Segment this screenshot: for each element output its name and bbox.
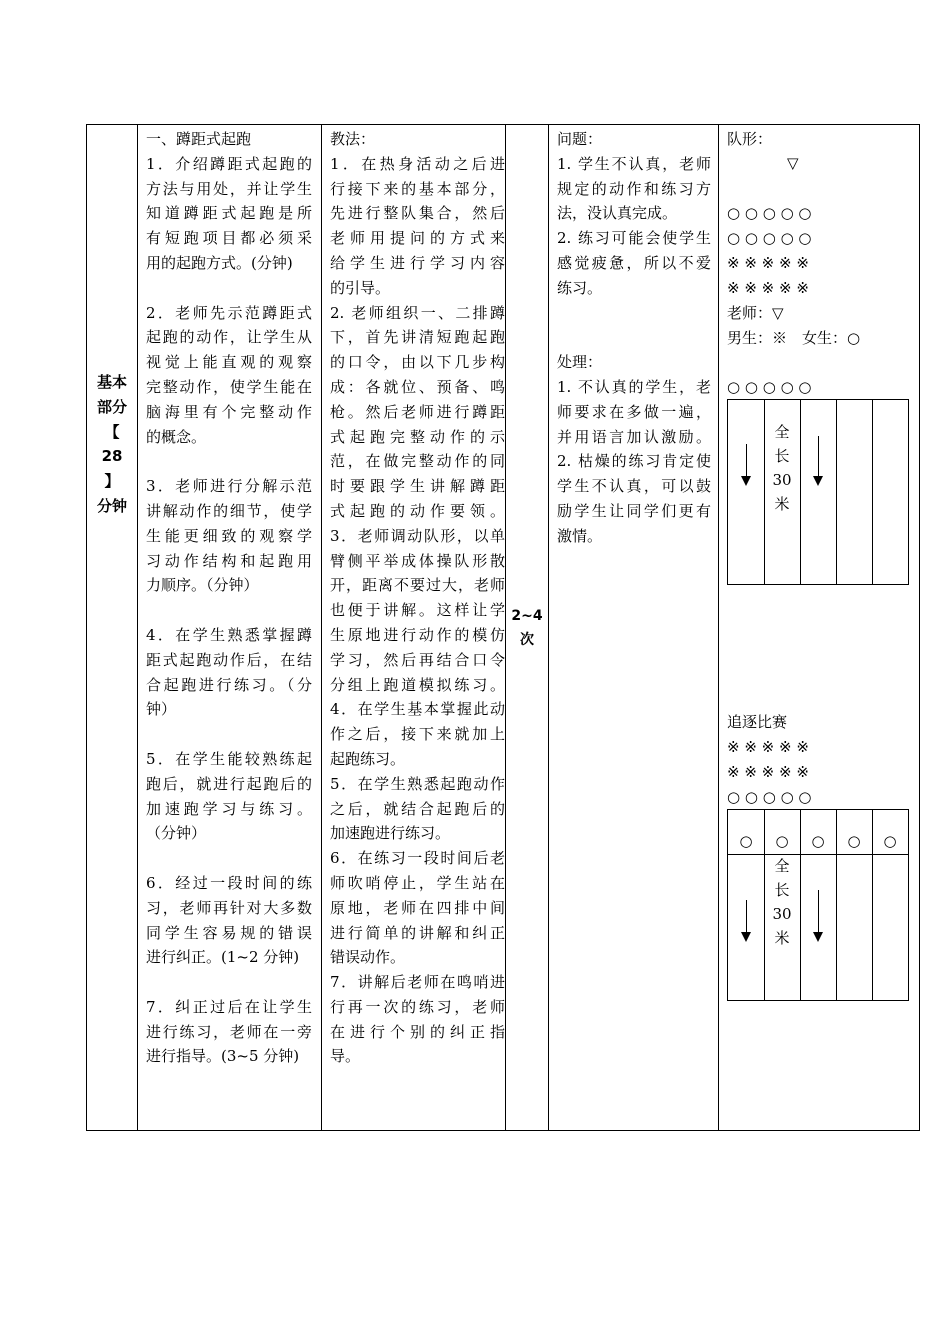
formation-row: ※ ※ ※ ※ ※: [727, 254, 809, 272]
text-line: 的引导。: [330, 278, 391, 297]
text-line: 生原地进行动作的模仿: [330, 625, 505, 644]
text-line: 老师用提问的方式来: [330, 229, 505, 248]
text-line: 1. 不认真的学生，老: [557, 377, 711, 396]
text-line: 7．讲解后老师在鸣哨进: [330, 973, 505, 992]
text-line: 的概念。: [146, 427, 207, 446]
text-line: 习动作结构和起跑用: [146, 551, 312, 570]
text-line: 4．在学生基本掌握此动: [330, 700, 505, 719]
text-line: 成：各就位、预备、鸣: [330, 377, 505, 396]
chase-row: ○ ○ ○ ○ ○: [727, 788, 812, 806]
text-line: 错误动作。: [330, 948, 406, 967]
lesson-plan-table: [86, 124, 920, 1131]
lane-circle: ○: [847, 832, 861, 850]
text-line: 之后，就结合起跑后的: [330, 799, 505, 818]
text-line: 2. 老师组织一、二排蹲: [330, 303, 505, 322]
text-line: 进行简单的讲解和纠正: [330, 923, 505, 942]
text-line: 习，老师再针对大多数: [146, 898, 312, 917]
lane-circle: ○: [739, 832, 753, 850]
lane-circle: ○: [775, 832, 789, 850]
grid-lane-line: [836, 400, 837, 584]
text-line: 完整动作，使学生能在: [146, 377, 312, 396]
track-length-char: 长: [774, 447, 790, 465]
track-length-char: 30: [772, 471, 792, 489]
text-line: 先进行整队集合，然后: [330, 204, 505, 223]
text-line: 枪。然后老师进行蹲距: [330, 402, 505, 421]
problems-column: [557, 127, 711, 549]
section-label: [87, 370, 137, 519]
section-label-line: 【: [104, 422, 120, 441]
text-line: 的口令，由以下几步构: [330, 353, 505, 372]
text-line: 1．在热身活动之后进: [330, 154, 505, 173]
text-line: 2. 练习可能会使学生: [557, 229, 711, 248]
text-line: 感觉疲惫，所以不爱: [557, 253, 711, 272]
text-line: 3．老师进行分解示范: [146, 477, 312, 496]
text-line: 有短跑项目都必须采: [146, 229, 312, 248]
track-grid-1: [727, 399, 909, 585]
track-length-char: 长: [774, 881, 790, 899]
track-length-char: 全: [774, 423, 790, 441]
lane-circle: ○: [883, 832, 897, 850]
text-line: 臂侧平举成体操队形散: [330, 551, 505, 570]
formation-title: 队形：: [727, 130, 773, 148]
chase-row: ※ ※ ※ ※ ※: [727, 763, 809, 781]
track-length-label: [767, 854, 797, 950]
text-line: 教法：: [330, 130, 376, 148]
text-line: 行再一次的练习，老师: [330, 997, 505, 1016]
chase-title: 追逐比赛: [727, 713, 788, 731]
text-line: 师要求在多做一遍，: [557, 402, 711, 421]
text-line: 1．介绍蹲距式起跑的: [146, 154, 312, 173]
text-line: 法，没认真完成。: [557, 204, 678, 223]
text-line: 下，首先讲清短跑起跑: [330, 328, 505, 347]
text-line: 6．在练习一段时间后老: [330, 849, 505, 868]
teacher-mark: ▽: [787, 154, 799, 172]
text-line: 4．在学生熟悉掌握蹲: [146, 625, 312, 644]
text-line: [146, 449, 312, 474]
text-line: 式起跑完整动作的示: [330, 427, 505, 446]
text-line: 6．经过一段时间的练: [146, 873, 312, 892]
lane-circle: ○: [811, 832, 825, 850]
times-count: 2~4: [511, 608, 543, 624]
text-line: [146, 722, 312, 747]
text-line: 视觉上能直观的观察: [146, 353, 312, 372]
formation-row: ○ ○ ○ ○ ○: [727, 229, 812, 247]
text-line: [146, 846, 312, 871]
text-line: 2. 枯燥的练习肯定使: [557, 452, 711, 471]
text-line: 导。: [330, 1047, 361, 1066]
track-length-label: [767, 420, 797, 516]
text-line: 原地，老师在四排中间: [330, 898, 505, 917]
track-grid-2: [727, 809, 909, 1001]
track-length-char: 米: [774, 495, 790, 513]
text-line: 同学生容易规的错误: [146, 923, 312, 942]
text-line: 用的起跑方式。(分钟): [146, 253, 293, 272]
text-line: 方法与用处，并让学生: [146, 179, 312, 198]
text-line: 励学生让同学们更有: [557, 501, 711, 520]
text-line: 学习，然后再结合口令: [330, 650, 505, 669]
text-line: 分组上跑道模拟练习。: [330, 675, 505, 694]
text-line: 距式起跑动作后，在结: [146, 650, 312, 669]
track-length-char: 米: [774, 929, 790, 947]
method-column: [330, 127, 505, 1069]
text-line: 起跑的动作，让学生从: [146, 328, 312, 347]
row-above-grid: ○ ○ ○ ○ ○: [727, 378, 812, 396]
section-label-line: 部分: [96, 397, 127, 416]
text-line: 2．老师先示范蹲距式: [146, 303, 312, 322]
track-length-char: 30: [772, 905, 792, 923]
text-line: 1. 学生不认真，老师: [557, 154, 711, 173]
text-line: 加速跑进行练习。: [330, 824, 451, 843]
section-label-line: 】: [104, 472, 120, 491]
text-line: [557, 301, 711, 326]
text-line: 进行练习，老师在一旁: [146, 1022, 312, 1041]
section-label-line: 分钟: [96, 496, 127, 515]
text-line: 3．老师调动队形，以单: [330, 526, 505, 545]
text-line: 起跑练习。: [330, 749, 406, 768]
text-line: 力顺序。（分钟）: [146, 576, 259, 595]
formation-row: ※ ※ ※ ※ ※: [727, 279, 809, 297]
text-line: 脑海里有个完整动作: [146, 402, 312, 421]
text-line: 式起跑的动作要领。: [330, 501, 505, 520]
text-line: 学生不认真，可以鼓: [557, 477, 711, 496]
grid-start-line: [728, 854, 908, 855]
text-line: 给学生进行学习内容: [330, 253, 505, 272]
legend-students: 男生：※ 女生：○: [727, 329, 861, 347]
text-line: 跑后，就进行起跑后的: [146, 774, 312, 793]
column-divider: [137, 125, 138, 1130]
text-line: 生能更细致的观察学: [146, 526, 312, 545]
grid-lane-line: [764, 400, 765, 584]
text-line: 处理：: [557, 353, 603, 372]
section-label-line: 基本: [96, 373, 127, 391]
track-length-char: 全: [774, 857, 790, 875]
chase-row: ※ ※ ※ ※ ※: [727, 738, 809, 756]
text-line: 知道蹲距式起跑是所: [146, 204, 312, 223]
text-line: 进行指导。(3~5 分钟): [146, 1047, 300, 1066]
content-column: [146, 127, 312, 1069]
text-line: 5．在学生熟悉起跑动作: [330, 774, 505, 793]
legend-teacher: 老师：▽: [727, 304, 784, 322]
text-line: 时要跟学生讲解蹲距: [330, 477, 505, 496]
formation-row: ○ ○ ○ ○ ○: [727, 204, 812, 222]
text-line: 范，在做完整动作的同: [330, 452, 505, 471]
text-line: [557, 325, 711, 350]
text-line: [146, 970, 312, 995]
text-line: 5．在学生能较熟练起: [146, 749, 312, 768]
text-line: 开，距离不要过大，老师: [330, 576, 505, 595]
column-divider: [718, 125, 719, 1130]
text-line: 钟）: [146, 700, 177, 719]
text-line: 合起跑进行练习。（分: [146, 675, 312, 694]
text-line: 行接下来的基本部分，: [330, 179, 505, 198]
grid-lane-line: [800, 400, 801, 584]
times-unit: 次: [520, 632, 534, 648]
text-line: 加速跑学习与练习。: [146, 799, 312, 818]
text-line: 一、蹲距式起跑: [146, 130, 252, 148]
section-label-line: 28: [101, 447, 123, 466]
text-line: 激情。: [557, 526, 603, 545]
text-line: 练习。: [557, 278, 603, 297]
text-line: 并用语言加认激励。: [557, 427, 711, 446]
text-line: 在进行个别的纠正指: [330, 1022, 505, 1041]
column-divider: [548, 125, 549, 1130]
text-line: 也便于讲解。这样让学: [330, 601, 505, 620]
column-divider: [321, 125, 322, 1130]
text-line: 7．纠正过后在让学生: [146, 997, 312, 1016]
text-line: 进行纠正。(1~2 分钟): [146, 948, 300, 967]
text-line: （分钟）: [146, 824, 207, 843]
grid-lane-line: [872, 400, 873, 584]
text-line: 讲解动作的细节，使学: [146, 501, 312, 520]
text-line: 问题：: [557, 130, 603, 148]
text-line: [146, 276, 312, 301]
text-line: 规定的动作和练习方: [557, 179, 711, 198]
times-label: [506, 604, 548, 652]
text-line: 师吹哨停止，学生站在: [330, 873, 505, 892]
text-line: 作之后，接下来就加上: [330, 725, 505, 744]
text-line: [146, 598, 312, 623]
